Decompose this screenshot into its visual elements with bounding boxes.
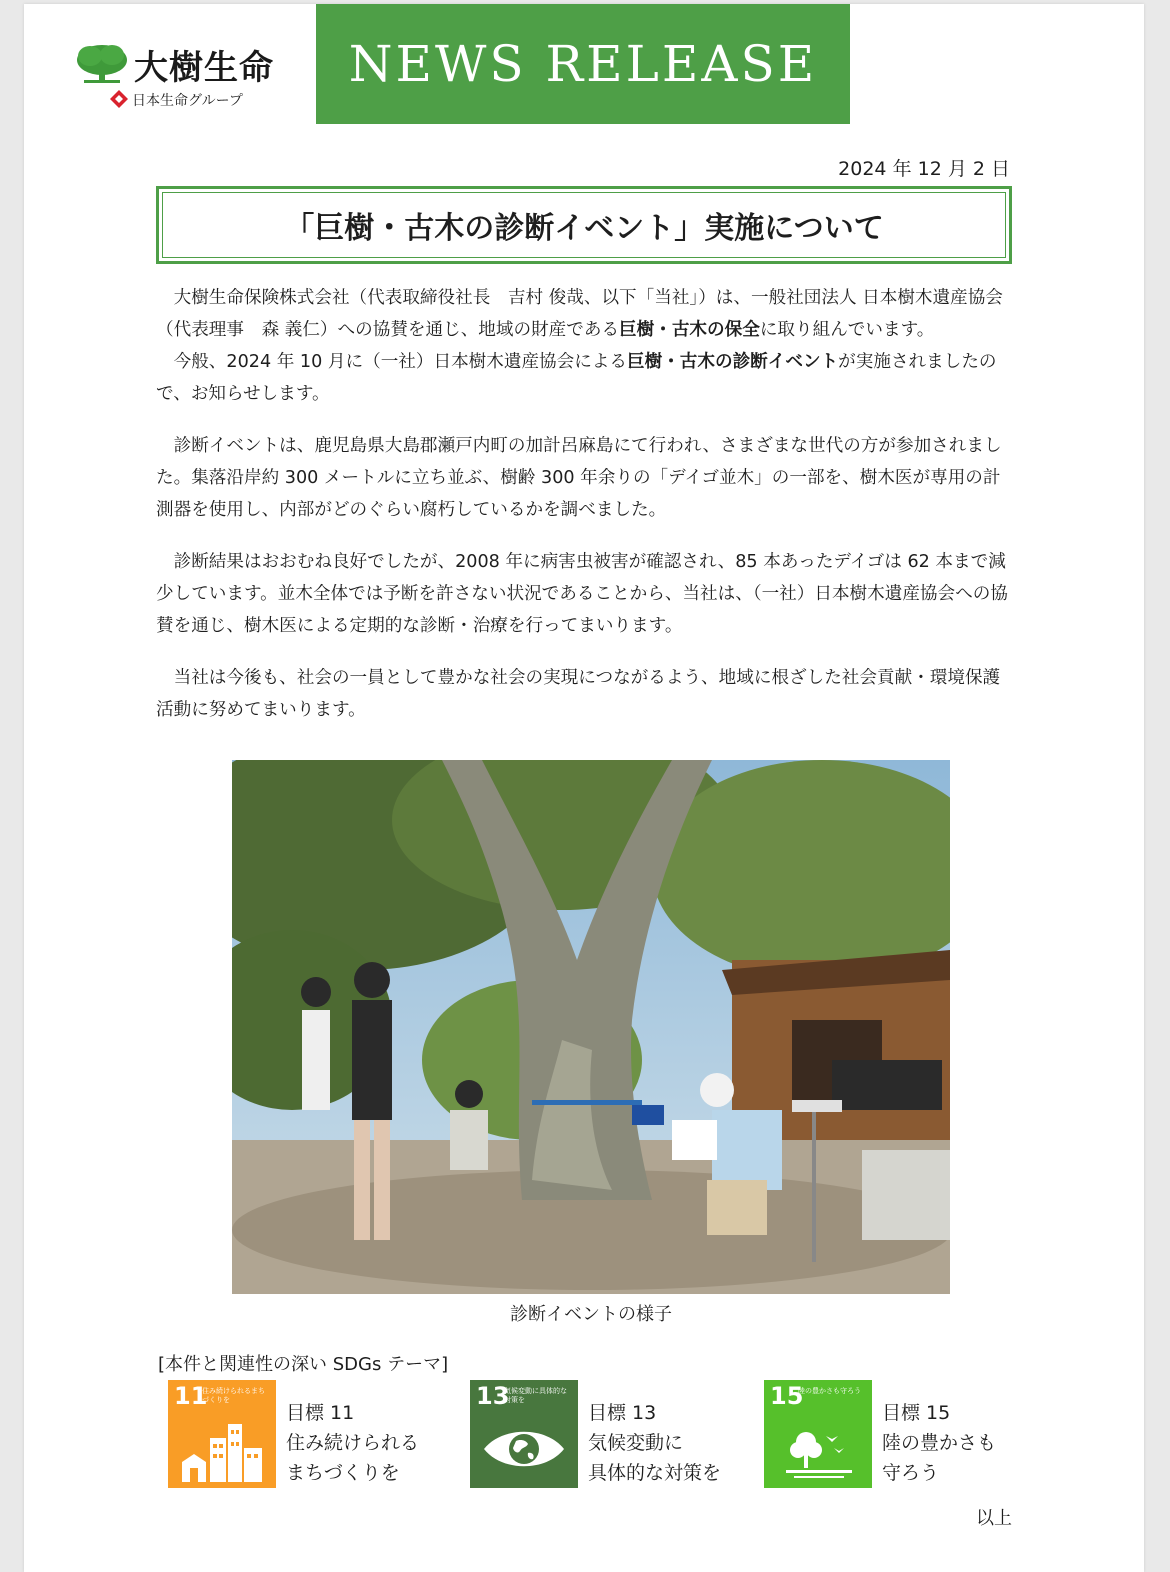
eye-globe-icon [482,1424,566,1474]
city-icon [182,1418,262,1482]
page-title: 「巨樹・古木の診断イベント」実施について [162,192,1006,258]
sdg-15-number: 15 [770,1382,804,1410]
paragraph-3: 診断イベントは、鹿児島県大島郡瀬戸内町の加計呂麻島にて行われ、さまざまな世代の方が参加されました。集落沿岸約 300 メートルに立ち並ぶ、樹齢 300 年余りの「デイゴ並木」の一部を、樹木医が専用の計測器を使用し、内部がどのぐらい腐朽しているかを調べました。 [156,436,1002,520]
sdg-15-line1: 陸の豊かさも [882,1432,997,1454]
sdg-goal-11 [168,1380,458,1490]
sdg-11-tile [168,1380,276,1488]
sdg-15-line2: 守ろう [882,1462,940,1484]
sdg-11-tile-text: 住み続けられるまちづくりを [202,1387,265,1404]
sdg-13-number: 13 [476,1382,510,1410]
sdg-11-line1: 住み続けられる [286,1432,420,1454]
photo-caption: 診断イベントの様子 [510,1304,672,1325]
paragraph-4: 診断結果はおおむね良好でしたが、2008 年に病害虫被害が確認され、85 本あったデイゴは 62 本まで減少しています。並木全体では予断を許さない状況であることから、当社は、（一社）日本樹木遺産協会への協賛を通じ、樹木医による定期的な診断・治療を行ってまいります。 [156,552,1008,636]
sdg-13-tile [470,1380,578,1488]
sdg-13-line2: 具体的な対策を [588,1462,722,1484]
news-release-banner: NEWS RELEASE [316,4,850,124]
tree-logo-icon [76,42,128,84]
news-release-page [24,4,1144,1572]
paragraph-5: 当社は今後も、社会の一員として豊かな社会の実現につながるよう、地域に根ざした社会貢献・環境保護活動に努めてまいります。 [156,668,1001,720]
sdg-11-description [286,1398,419,1488]
sdg-13-description [588,1398,721,1488]
sdg-13-tile-text: 気候変動に具体的な対策を [504,1387,567,1404]
sdg-goal-15 [764,1380,1054,1490]
sdg-13-label: 目標 13 [588,1402,657,1424]
sdg-11-label: 目標 11 [286,1402,355,1424]
body-text [156,282,1014,726]
paragraph-2: 今般、2024 年 10 月に（一社）日本樹木遺産協会による巨樹・古木の診断イベントが実施されましたので、お知らせします。 [156,352,997,404]
sdgs-heading: [本件と関連性の深い SDGs テーマ] [158,1354,449,1375]
company-name: 大樹生命 [134,48,274,88]
release-date: 2024 年 12 月 2 日 [838,158,1010,180]
sdg-15-description [882,1398,996,1488]
sdg-15-label: 目標 15 [882,1402,951,1424]
event-photo [232,760,950,1294]
sdg-goal-13 [470,1380,760,1490]
group-name: 日本生命グループ [132,93,243,109]
sdg-11-line2: まちづくりを [286,1462,400,1484]
event-photo-illustration [232,760,950,1294]
sdg-15-tile-text: 陸の豊かさも守ろう [798,1387,861,1395]
company-logo [76,40,296,116]
closing-mark: 以上 [976,1508,1012,1529]
sdg-11-number: 11 [174,1382,208,1410]
title-box [156,186,1012,264]
group-mark-icon [110,90,128,108]
tree-birds-icon [786,1420,852,1480]
sdg-15-tile [764,1380,872,1488]
paragraph-1: 大樹生命保険株式会社（代表取締役社長 吉村 俊哉、以下「当社」）は、一般社団法人 日本樹木遺産協会（代表理事 森 義仁）への協賛を通じ、地域の財産である巨樹・古木の保全に取り組んでいます。 [156,288,1003,340]
sdg-13-line1: 気候変動に [588,1432,684,1454]
